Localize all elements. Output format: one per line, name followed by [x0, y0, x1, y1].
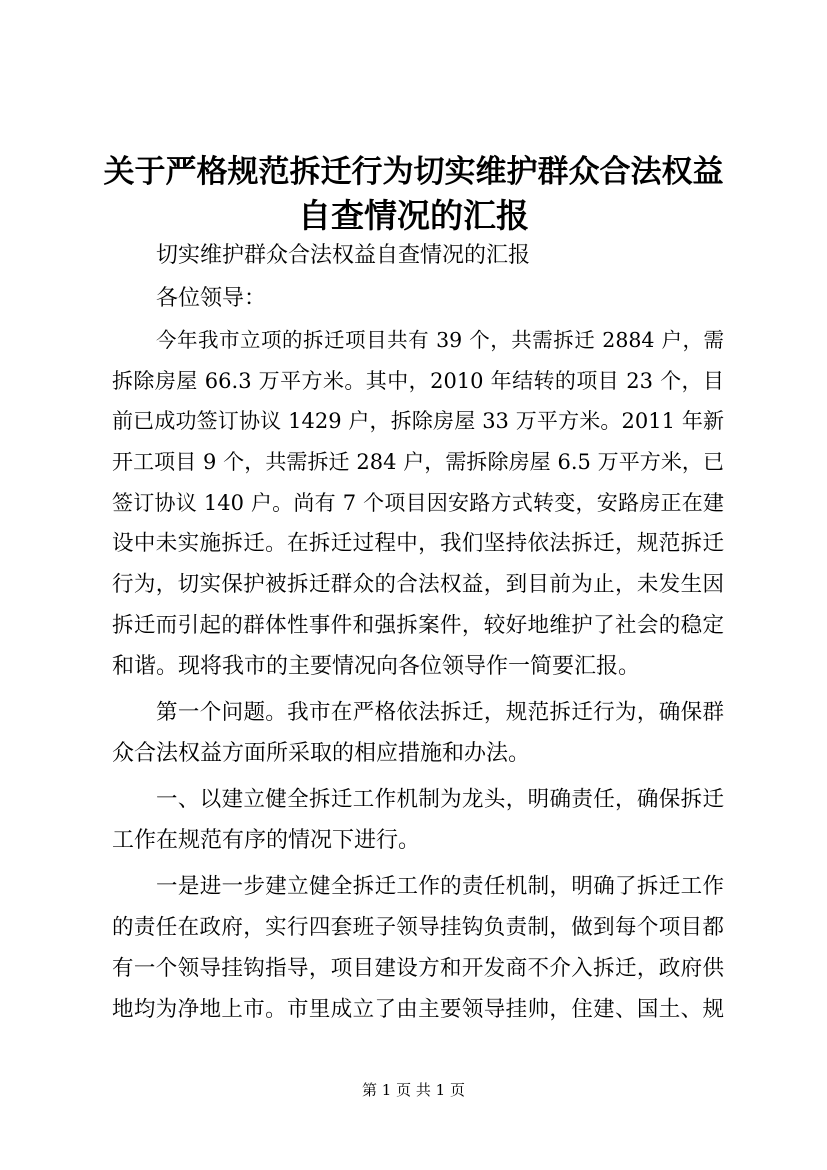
paragraph-2-line: 众合法权益方面所采取的相应措施和办法。 — [112, 741, 531, 766]
page-footer: 第 1 页 共 1 页 — [362, 1081, 465, 1099]
paragraph-1-line: 拆除房屋 66.3 万平方米。其中，2010 年结转的项目 23 个，目 — [112, 369, 724, 393]
paragraph-1-line: 前已成功签订协议 1429 户，拆除房屋 33 万平方米。2011 年新 — [112, 409, 724, 433]
paragraph-3-line: 工作在规范有序的情况下进行。 — [112, 828, 421, 853]
paragraph-1-line: 和谐。现将我市的主要情况向各位领导作一简要汇报。 — [112, 654, 641, 679]
salutation: 各位领导： — [156, 286, 267, 311]
paragraph-4-line: 的责任在政府，实行四套班子领导挂钩负责制，做到每个项目都 — [112, 915, 724, 940]
paragraph-2-line: 第一个问题。我市在严格依法拆迁，规范拆迁行为，确保群 — [156, 700, 724, 725]
paragraph-1-line: 开工项目 9 个，共需拆迁 284 户，需拆除房屋 6.5 万平方米，已 — [112, 450, 724, 474]
paragraph-1-line: 行为，切实保护被拆迁群众的合法权益，到目前为止，未发生因 — [112, 572, 724, 597]
paragraph-4-line: 一是进一步建立健全拆迁工作的责任机制，明确了拆迁工作 — [156, 874, 724, 899]
document-title-line-2: 自查情况的汇报 — [298, 196, 529, 235]
paragraph-1-line: 今年我市立项的拆迁项目共有 39 个，共需拆迁 2884 户，需 — [156, 328, 724, 352]
paragraph-4-line: 有一个领导挂钩指导，项目建设方和开发商不介入拆迁，政府供 — [112, 956, 724, 981]
paragraph-1-line: 设中未实施拆迁。在拆迁过程中，我们坚持依法拆迁，规范拆迁 — [112, 531, 724, 556]
paragraph-1-line: 拆迁而引起的群体性事件和强拆案件，较好地维护了社会的稳定 — [112, 613, 724, 638]
document-subtitle: 切实维护群众合法权益自查情况的汇报 — [156, 243, 531, 268]
paragraph-4-line: 地均为净地上市。市里成立了由主要领导挂帅，住建、国土、规 — [112, 997, 724, 1022]
paragraph-3-line: 一、以建立健全拆迁工作机制为龙头，明确责任，确保拆迁 — [156, 787, 724, 812]
paragraph-1-line: 签订协议 140 户。尚有 7 个项目因安路方式转变，安路房正在建 — [112, 491, 724, 515]
document-title-line-1: 关于严格规范拆迁行为切实维护群众合法权益 — [103, 154, 724, 190]
